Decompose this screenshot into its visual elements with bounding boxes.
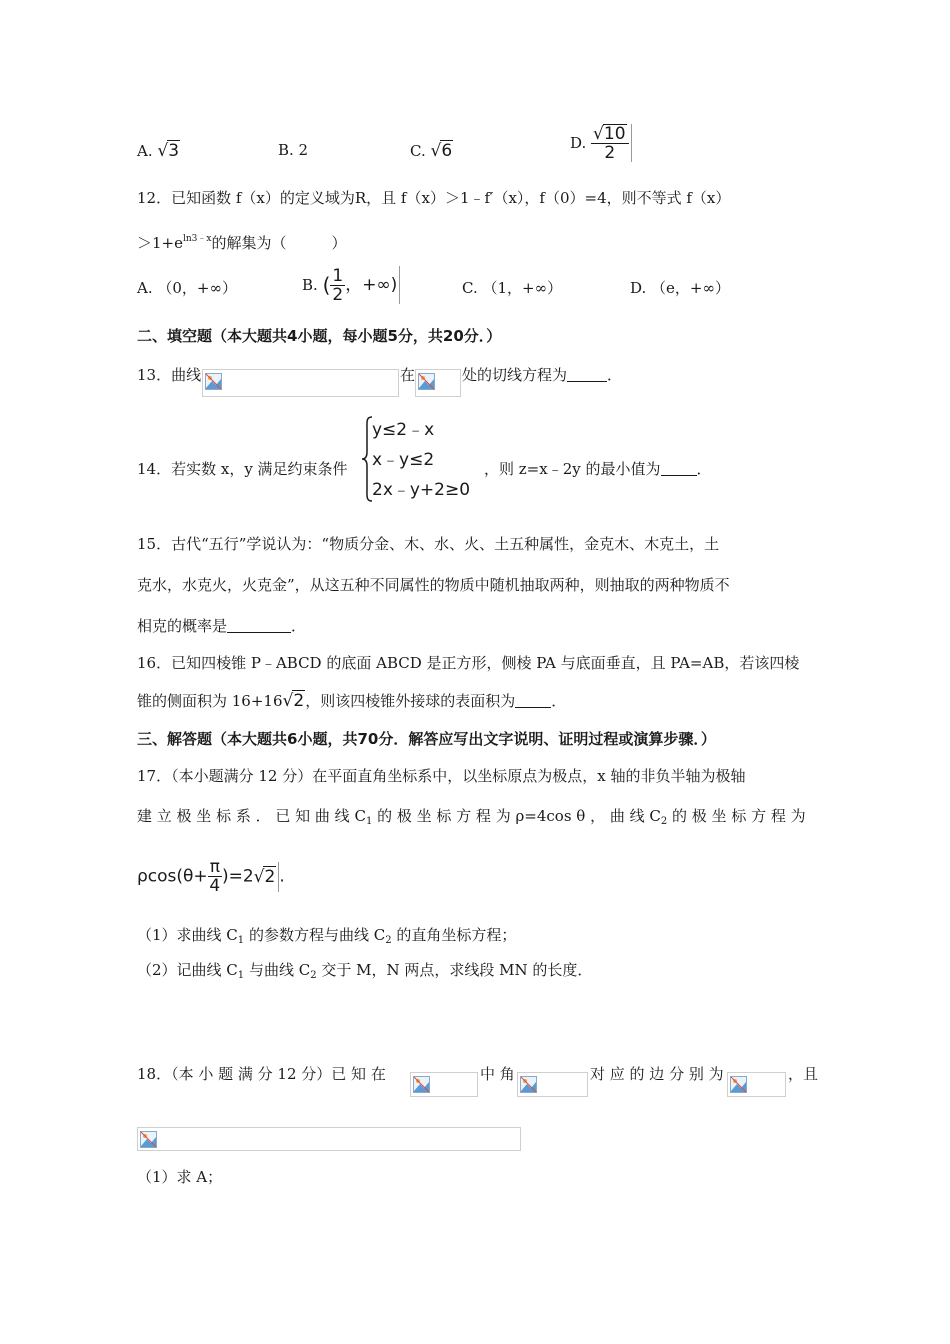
q16-line2: [137, 690, 566, 711]
q17-line2-a: 建 立 极 坐 标 系 ． 已 知 曲 线 C: [137, 807, 366, 825]
q18-mid2: 对 应 的 边 分 别 为: [590, 1065, 724, 1083]
broken-image-icon: [520, 1076, 537, 1093]
q17-part2: [137, 960, 592, 986]
q12-option-b-numerator: 1: [332, 265, 344, 286]
q13-point-image: [415, 369, 461, 397]
q13-post-text: 处的切线方程为: [462, 366, 568, 384]
q12-option-b-edge: [399, 266, 400, 304]
q13-mid: 在: [400, 366, 416, 384]
section-2-heading: 二、填空题（本大题共4小题，每小题5分，共20分．）: [137, 327, 502, 345]
q17-eq-radical: √2: [253, 867, 276, 887]
q13-pre: 13．曲线: [137, 366, 202, 384]
q17-line1: 17．（本小题满分 12 分）在平面直角坐标系中，以坐标原点为极点，x 轴的非负半轴为极轴: [137, 767, 746, 785]
q14-answer-blank: [661, 460, 697, 476]
q11-option-c-label: C.: [410, 142, 426, 160]
q11-option-c: [410, 140, 453, 161]
q18-condition-image: [137, 1127, 521, 1151]
q16-line1: 16．已知四棱锥 P﹣ABCD 的底面 ABCD 是正方形，侧棱 PA 与底面垂直，且 PA=AB，若该四棱: [137, 654, 800, 672]
q16-line2-pre: 锥的侧面积为 16+16: [137, 692, 283, 710]
q12-option-b-rest: ，+∞): [345, 275, 398, 295]
q11-option-d-edge: [631, 124, 632, 162]
q18-part1: （1）求 A；: [137, 1168, 223, 1186]
q16-radicand: 2: [293, 691, 305, 711]
q15-line2: 克水，水克火，火克金”，从这五种不同属性的物质中随机抽取两种，则抽取的两种物质不: [137, 576, 730, 594]
q14-post: [484, 459, 712, 479]
q11-option-d: [570, 124, 632, 162]
q11-option-b: B. 2: [278, 141, 309, 159]
q12-line1: 12．已知函数 f（x）的定义域为R，且 f（x）＞1﹣f′（x），f（0）=4，则不等式 f（x）: [137, 189, 731, 207]
q11-option-d-numerator: 10: [603, 124, 626, 144]
q13-post: [462, 365, 622, 385]
q14-pre: 14．若实数 x，y 满足约束条件: [137, 460, 348, 478]
q17-line2-b: 的 极 坐 标 方 程 为 ρ=4cos θ ， 曲 线 C: [372, 807, 661, 825]
q12-line2-pre: ＞1+e: [137, 234, 183, 252]
q15-line1: 15．古代“五行”学说认为：“物质分金、木、水、火、土五种属性，金克木、木克土，土: [137, 535, 720, 553]
q15-line3: [137, 616, 306, 636]
q11-option-d-fraction: $\frac{√10}{2}$: [591, 124, 628, 162]
q17-part2-sub1: 1: [237, 970, 245, 981]
q17-part2-a: （2）记曲线 C: [137, 961, 238, 979]
q12-option-b: [302, 266, 400, 304]
q18-mid1: 中 角: [480, 1065, 515, 1083]
q14-constraint-2: x﹣y≤2: [372, 450, 435, 470]
q12-option-b-label: B.: [302, 276, 318, 294]
q18-sides-image: [727, 1072, 786, 1097]
q17-eq-fraction: [208, 858, 222, 895]
q11-option-c-value: √6: [430, 141, 453, 161]
q17-line2-sub2: 2: [660, 816, 668, 827]
q17-part1: [137, 925, 516, 951]
section-3-heading: 三、解答题（本大题共6小题，共70分．解答应写出文字说明、证明过程或演算步骤．）: [137, 730, 716, 748]
q17-line2-sub1: 1: [365, 816, 373, 827]
q16-end: ．: [551, 692, 567, 710]
q11-option-a-value: √3: [157, 141, 180, 161]
q11-option-a: [137, 140, 180, 161]
q12-option-b-fraction: [330, 267, 345, 304]
broken-image-icon: [418, 373, 435, 390]
q15-line3-text: 相克的概率是: [137, 617, 228, 635]
q11-option-a-label: A.: [137, 142, 153, 160]
q17-part1-c: 的直角坐标方程；: [391, 926, 517, 944]
q11-option-c-radicand: 6: [441, 141, 453, 161]
q18-triangle-image: [410, 1072, 478, 1097]
q17-eq-mid: )=2: [221, 866, 254, 887]
q17-eq-pre: ρcos(θ+: [137, 866, 208, 887]
q14-end: ．: [696, 460, 712, 478]
broken-image-icon: [140, 1131, 157, 1148]
q14-constraint-3: 2x﹣y+2≥0: [372, 480, 471, 500]
broken-image-icon: [413, 1076, 430, 1093]
q11-option-d-denominator: 2: [604, 143, 616, 163]
q16-line2-post: ，则该四棱锥外接球的表面积为: [305, 692, 516, 710]
q12-exponent: ln3﹣x: [183, 234, 212, 244]
q17-eq-end: .: [279, 866, 285, 887]
q17-part1-sub1: 1: [237, 935, 245, 946]
q17-part2-c: 交于 M，N 两点，求线段 MN 的长度．: [316, 961, 593, 979]
q17-part1-a: （1）求曲线 C: [137, 926, 238, 944]
q12-option-a: A. （0，+∞）: [137, 279, 237, 297]
q12-option-c: C. （1，+∞）: [462, 279, 563, 297]
q12-line2: [137, 229, 347, 253]
q15-answer-blank: [227, 617, 291, 633]
broken-image-icon: [205, 373, 222, 390]
q13-answer-blank: [567, 366, 607, 382]
q15-end: ．: [291, 617, 307, 635]
q17-part1-b: 的参数方程与曲线 C: [244, 926, 386, 944]
q17-eq-numerator: π: [209, 857, 220, 877]
q12-option-d: D. （e，+∞）: [630, 279, 730, 297]
q17-part2-b: 与曲线 C: [244, 961, 311, 979]
q11-option-a-radicand: 3: [168, 141, 180, 161]
q17-part1-sub2: 2: [385, 935, 392, 946]
q16-radical: √2: [282, 691, 305, 711]
q16-answer-blank: [515, 692, 551, 708]
q17-equation: [137, 858, 285, 895]
q14-constraint-1: y≤2﹣x: [372, 420, 435, 440]
q17-eq-radicand: 2: [264, 867, 276, 887]
q13-end: ．: [607, 366, 623, 384]
q18-angles-image: [517, 1072, 588, 1097]
q12-line2-post: 的解集为（ ）: [211, 234, 347, 252]
q13-curve-image: [202, 369, 399, 397]
q17-part2-sub2: 2: [310, 970, 317, 981]
q17-line2-c: 的 极 坐 标 方 程 为: [667, 807, 806, 825]
q18-pre: 18．（本 小 题 满 分 12 分）已 知 在: [137, 1065, 386, 1083]
q12-option-b-paren: (: [322, 273, 331, 297]
q12-option-b-denominator: 2: [332, 284, 344, 305]
q17-line2: [137, 806, 806, 832]
q14-post-text: ，则 z=x﹣2y 的最小值为: [484, 460, 661, 478]
broken-image-icon: [730, 1076, 747, 1093]
q17-eq-denominator: 4: [209, 876, 221, 896]
q18-end: ，且: [788, 1065, 819, 1083]
q11-option-d-label: D.: [570, 134, 587, 152]
